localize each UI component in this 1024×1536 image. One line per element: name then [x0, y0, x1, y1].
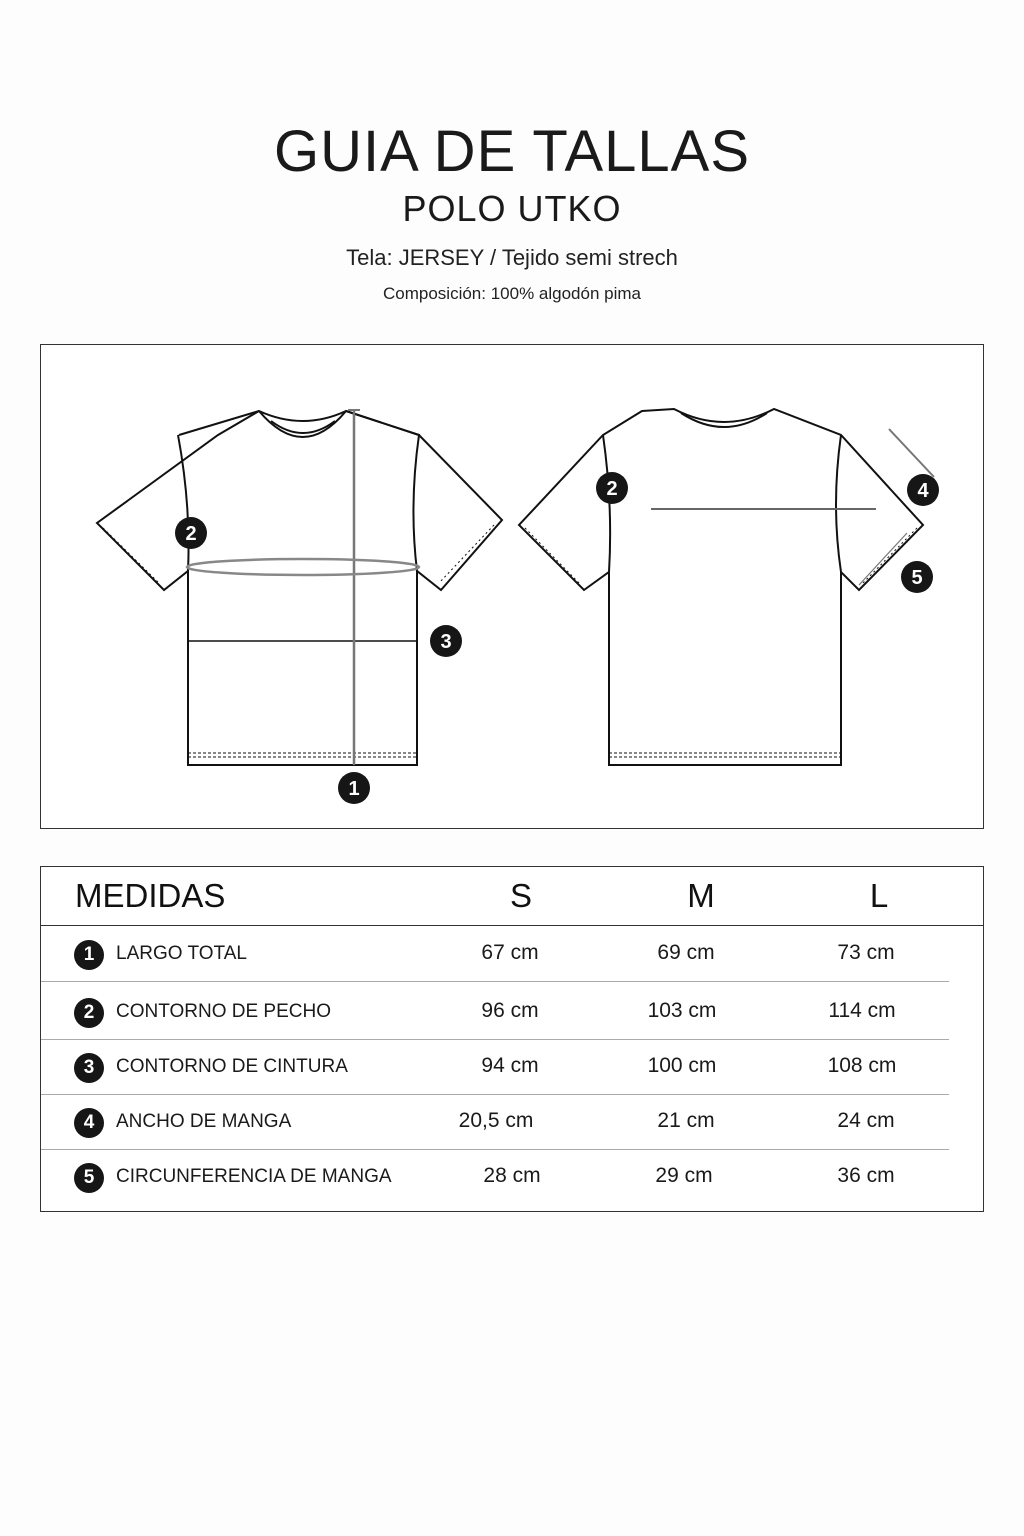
- front-tshirt-icon: [97, 411, 502, 765]
- row-label: CIRCUNFERENCIA DE MANGA: [116, 1166, 392, 1187]
- cell-l: 24 cm: [837, 1109, 895, 1132]
- table-row: [41, 1095, 949, 1150]
- svg-text:4: 4: [917, 480, 929, 502]
- back-tshirt-icon: [519, 409, 923, 765]
- row-number-badge: 5: [74, 1163, 104, 1193]
- row-number-badge: 3: [74, 1053, 104, 1083]
- cell-s: 67 cm: [481, 941, 539, 964]
- cell-s: 28 cm: [483, 1164, 541, 1187]
- cell-s: 20,5 cm: [458, 1109, 534, 1132]
- row-number-badge: 4: [74, 1108, 104, 1138]
- page-title: GUIA DE TALLAS: [273, 119, 751, 184]
- marker-3-icon: [430, 625, 462, 657]
- garment-diagram: [40, 344, 984, 829]
- marker-4-icon: [907, 474, 939, 506]
- cell-s: 94 cm: [481, 1054, 539, 1077]
- row-label: LARGO TOTAL: [116, 943, 247, 964]
- svg-text:2: 2: [185, 523, 197, 545]
- row-label: CONTORNO DE CINTURA: [116, 1056, 348, 1077]
- svg-text:2: 2: [606, 478, 618, 500]
- table-row: [41, 1150, 949, 1204]
- table-header: [41, 867, 983, 926]
- table-row: [41, 1040, 949, 1095]
- tshirt-diagrams-svg: [41, 345, 985, 830]
- marker-2-front-icon: [175, 517, 207, 549]
- cell-l: 108 cm: [827, 1054, 897, 1077]
- svg-text:3: 3: [440, 631, 452, 653]
- marker-5-icon: [901, 561, 933, 593]
- marker-2-back-icon: [596, 472, 628, 504]
- header-size-l: L: [869, 877, 889, 914]
- row-label: ANCHO DE MANGA: [116, 1111, 292, 1132]
- header-measures: MEDIDAS: [75, 877, 226, 914]
- fabric-info: Tela: JERSEY / Tejido semi strech: [346, 245, 678, 270]
- row-number-badge: 2: [74, 998, 104, 1028]
- cell-m: 21 cm: [657, 1109, 715, 1132]
- composition-info: Composición: 100% algodón pima: [383, 284, 641, 303]
- cell-l: 36 cm: [837, 1164, 895, 1187]
- row-label: CONTORNO DE PECHO: [116, 1001, 332, 1022]
- cell-l: 114 cm: [828, 999, 896, 1022]
- size-table: [40, 866, 984, 1212]
- cell-l: 73 cm: [837, 941, 895, 964]
- header-size-m: M: [687, 877, 715, 914]
- cell-m: 103 cm: [647, 999, 717, 1022]
- marker-1-icon: [338, 772, 370, 804]
- svg-text:5: 5: [911, 567, 923, 589]
- cell-m: 69 cm: [657, 941, 715, 964]
- cell-m: 100 cm: [647, 1054, 717, 1077]
- product-name: POLO UTKO: [402, 188, 622, 229]
- row-number-badge: 1: [74, 940, 104, 970]
- header-size-s: S: [509, 877, 532, 914]
- cell-m: 29 cm: [655, 1164, 713, 1187]
- svg-text:1: 1: [348, 778, 360, 800]
- table-row: [41, 927, 949, 982]
- table-row: [41, 985, 949, 1040]
- cell-s: 96 cm: [481, 999, 539, 1022]
